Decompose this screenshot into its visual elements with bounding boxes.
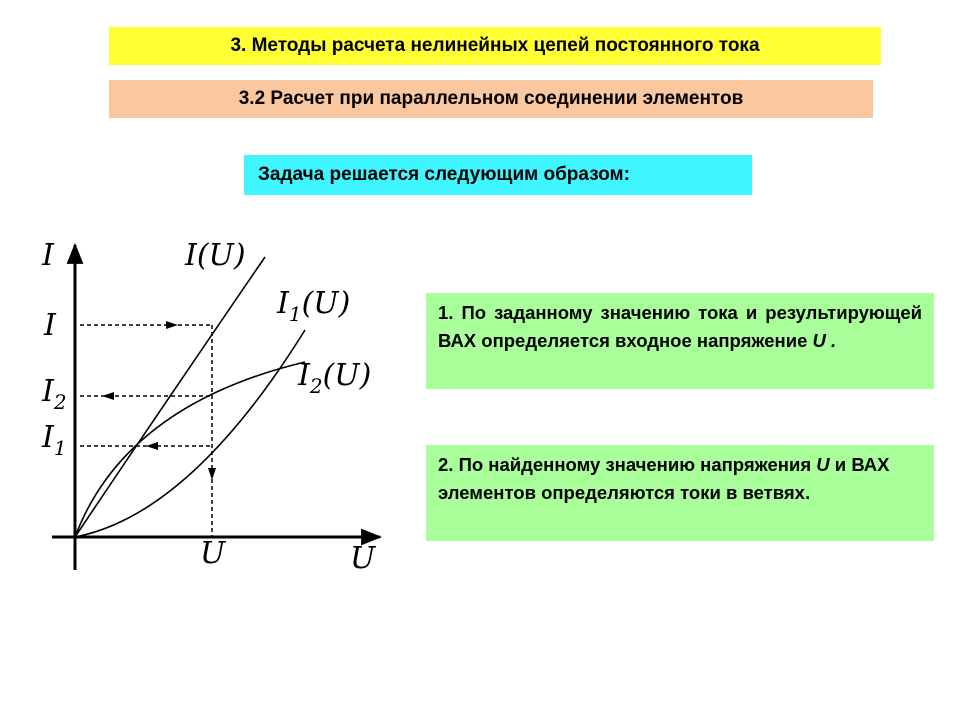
section-subtitle: 3.2 Расчет при параллельном соединении элементов (109, 80, 873, 118)
step-2-emphasis: U (816, 454, 830, 475)
step-2-text-tail: и ВАХ элементов определяются токи в ветвях. (438, 454, 890, 503)
tick-i2: $I_2$ (42, 374, 67, 414)
iv-characteristics-diagram (30, 225, 410, 575)
page-title: 3. Методы расчета нелинейных цепей постоянного тока (109, 27, 881, 65)
label-i2-curve: $I_2(U)$ (298, 358, 372, 398)
step-1-emphasis: U . (812, 330, 837, 351)
step-1-text: 1. По заданному значению тока и результирующей ВАХ определяется входное напряжение (438, 302, 922, 351)
tick-u: U (200, 536, 226, 571)
arrow-down (208, 468, 216, 480)
y-axis-label: I (42, 238, 54, 273)
curve-total-i-u (75, 257, 265, 537)
step-2-text: 2. По найденному значению напряжения (438, 454, 817, 475)
tick-i: I (44, 308, 56, 343)
arrow-right (166, 321, 178, 329)
label-total-curve: I(U) (185, 238, 246, 273)
curve-i1-u (75, 330, 305, 537)
curve-i2-u (75, 362, 305, 537)
task-statement: Задача решается следующим образом: (244, 155, 752, 195)
x-axis-label: U (350, 541, 376, 575)
tick-i1: $I_1$ (42, 420, 67, 460)
label-i1-curve: $I_1(U)$ (277, 286, 351, 326)
step-1-box (426, 293, 934, 389)
step-2-box (426, 445, 934, 541)
arrow-left-i1 (146, 442, 158, 450)
arrow-left-i2 (102, 392, 114, 400)
